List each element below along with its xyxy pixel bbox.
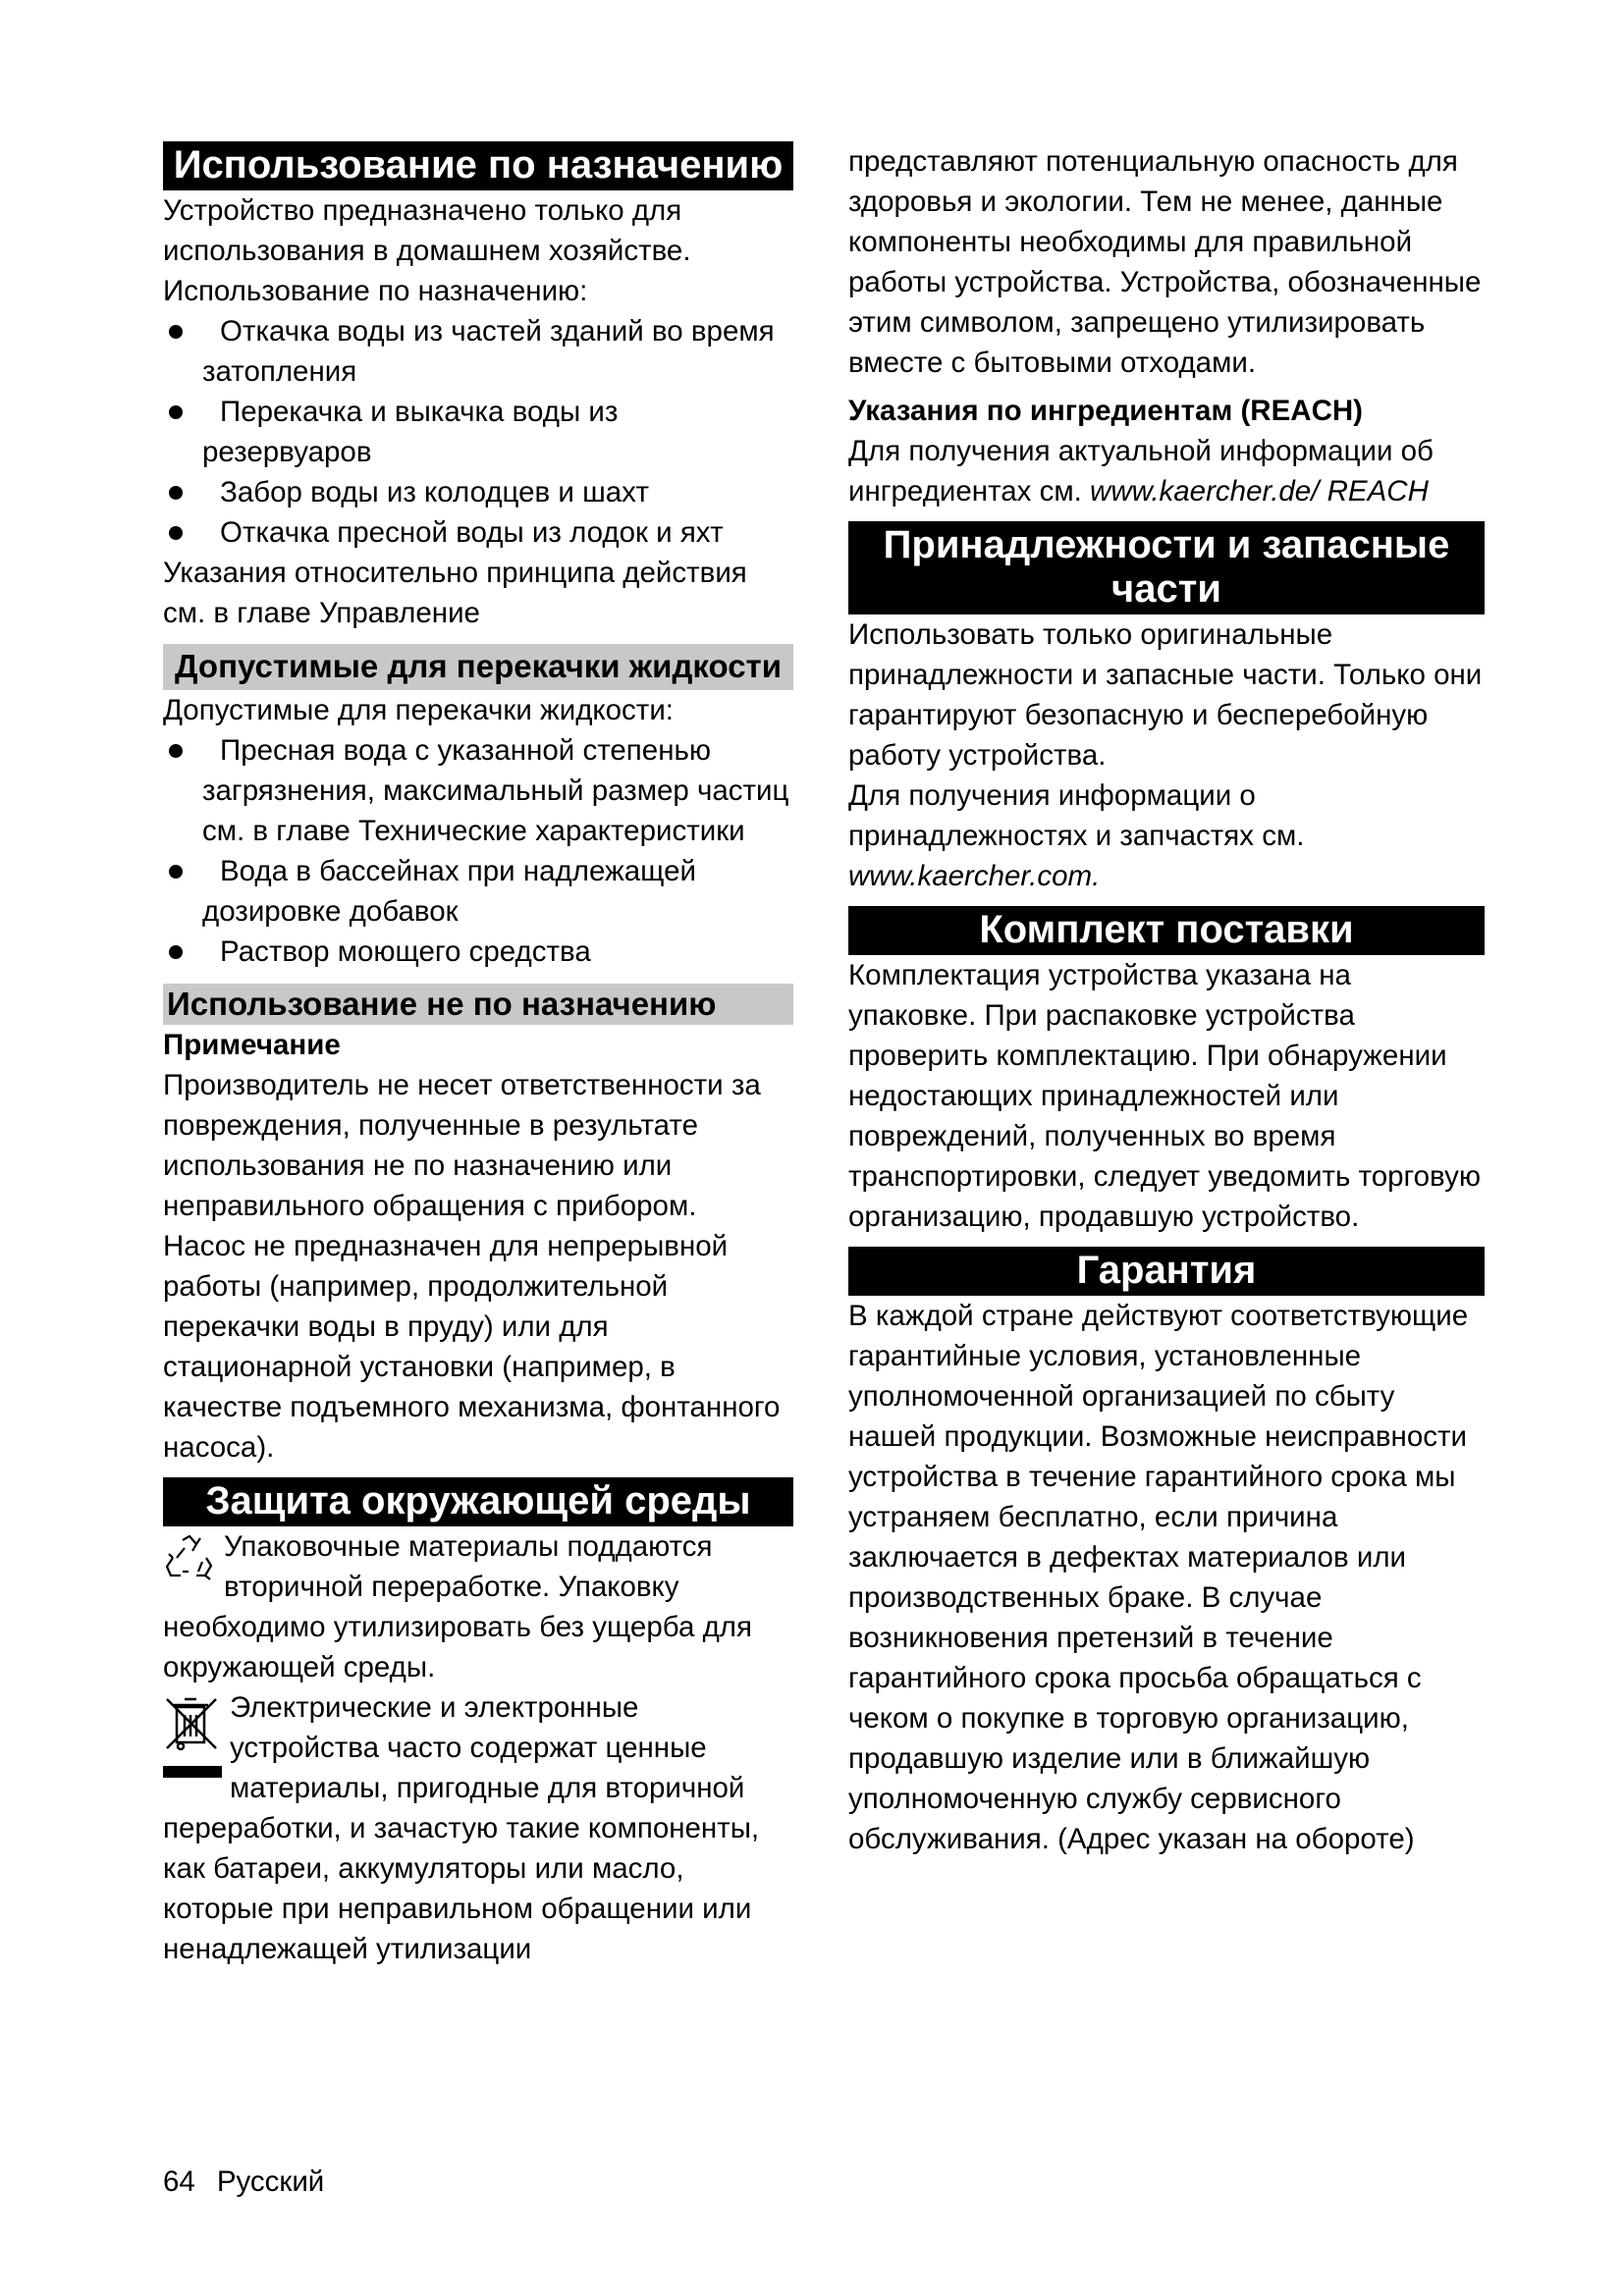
- reach-link[interactable]: www.kaercher.de/ REACH: [1090, 475, 1429, 507]
- delivery-text: Комплектация устройства указана на упаковке. При распаковке устройства проверить комплектацию. При обнаружении недостающих принадлежностей или повреждений, полученных во время транспортировки, следует уведомить торговую организацию, продавшую устройство.: [848, 959, 1481, 1233]
- intended-use-note: Указания относительно принципа действия см. в главе Управление: [163, 557, 747, 629]
- list-item: Раствор моющего средства: [163, 932, 793, 972]
- section-warranty: [848, 1247, 1485, 1859]
- list-item: Откачка пресной воды из лодок и яхт: [163, 512, 793, 553]
- left-column: [163, 141, 793, 1969]
- recycle-text: Упаковочные материалы поддаются вторичной переработке. Упаковку необходимо утилизировать без ущерба для окружающей среды.: [163, 1530, 752, 1683]
- recycle-icon: [163, 1532, 216, 1585]
- section-accessories: [848, 521, 1485, 896]
- section-title-delivery: Комплект поставки: [848, 906, 1485, 955]
- section-title-accessories: Принадлежности и запасные части: [848, 521, 1485, 614]
- warranty-text: В каждой стране действуют соответствующие гарантийные условия, установленные уполномоченной организацией по сбыту нашей продукции. Возможные неисправности устройства в течение гарантийного срока мы устраняем бесплатно, если причина заключается в дефектах материалов или производственных браке. В случае возникновения претензий в течение гарантийного срока просьба обращаться с чеком о покупке в торговую организацию, продавшую изделие или в ближайшую уполномоченную службу сервисного обслуживания. (Адрес указан на обороте): [848, 1300, 1469, 1855]
- right-column: [848, 141, 1485, 1859]
- intended-use-list: [163, 311, 793, 553]
- section-reach: [848, 391, 1485, 511]
- reach-text-body: Для получения актуальной информации об ингредиентах см.: [848, 435, 1434, 507]
- fluids-list: [163, 730, 793, 972]
- section-fluids: [163, 644, 793, 972]
- weee-block: [163, 1687, 793, 1969]
- intended-use-line-3: Использование по назначению:: [163, 275, 588, 307]
- page-footer: [163, 2164, 324, 2200]
- list-item: Забор воды из колодцев и шахт: [163, 472, 793, 512]
- section-title-misuse: Использование не по назначению: [163, 984, 793, 1025]
- list-item: Вода в бассейнах при надлежащей дозировке добавок: [163, 851, 793, 932]
- weee-text: Электрические и электронные устройства часто содержат ценные материалы, пригодные для вторичной переработки, и зачастую такие компоненты, как батареи, аккумуляторы или масло, которые при неправильном обращении или ненадлежащей утилизации: [163, 1691, 760, 1965]
- section-intended-use: [163, 141, 793, 633]
- list-item: Пресная вода с указанной степенью загрязнения, максимальный размер частиц см. в главе Технические характеристики: [163, 730, 793, 851]
- misuse-paragraph-2: Насос не предназначен для непрерывной работы (например, продолжительной перекачки воды в пруду) или для стационарной установки (например, в качестве подъемного механизма, фонтанного насоса).: [163, 1230, 781, 1464]
- section-environment: [163, 1477, 793, 1969]
- section-title-environment: Защита окружающей среды: [163, 1477, 793, 1526]
- footer-language: Русский: [216, 2165, 325, 2198]
- section-title-fluids: Допустимые для перекачки жидкости: [163, 644, 793, 690]
- reach-heading: Указания по ингредиентам (REACH): [848, 395, 1363, 427]
- misuse-paragraph-1: Производитель не несет ответственности за повреждения, полученные в результате использования не по назначению или неправильного обращения с прибором.: [163, 1069, 761, 1222]
- reach-text: [848, 431, 1485, 511]
- accessories-text-2: Для получения информации о принадлежностях и запчастях см.: [848, 779, 1305, 852]
- section-title-warranty: Гарантия: [848, 1247, 1485, 1296]
- section-title-intended-use: Использование по назначению: [163, 141, 793, 190]
- fluids-intro: Допустимые для перекачки жидкости:: [163, 694, 674, 726]
- list-item: Откачка воды из частей зданий во время затопления: [163, 311, 793, 392]
- accessories-link[interactable]: www.kaercher.com.: [848, 860, 1101, 892]
- intended-use-line-2: использования в домашнем хозяйстве.: [163, 235, 691, 267]
- note-label: Примечание: [163, 1029, 341, 1061]
- recycle-block: [163, 1526, 793, 1687]
- intended-use-line-1: Устройство предназначено только для: [163, 194, 682, 227]
- crossed-bin-icon: [163, 1693, 222, 1788]
- page-number: 64: [163, 2165, 195, 2198]
- section-delivery: [848, 906, 1485, 1237]
- environment-continuation: представляют потенциальную опасность для здоровья и экологии. Тем не менее, данные компоненты необходимы для правильной работы устройства. Устройства, обозначенные этим символом, запрещено утилизировать вместе с бытовыми отходами.: [848, 145, 1482, 379]
- list-item: Перекачка и выкачка воды из резервуаров: [163, 392, 793, 472]
- section-misuse: [163, 984, 793, 1468]
- accessories-text-1: Использовать только оригинальные принадлежности и запасные части. Только они гарантируют безопасную и бесперебойную работу устройства.: [848, 618, 1483, 772]
